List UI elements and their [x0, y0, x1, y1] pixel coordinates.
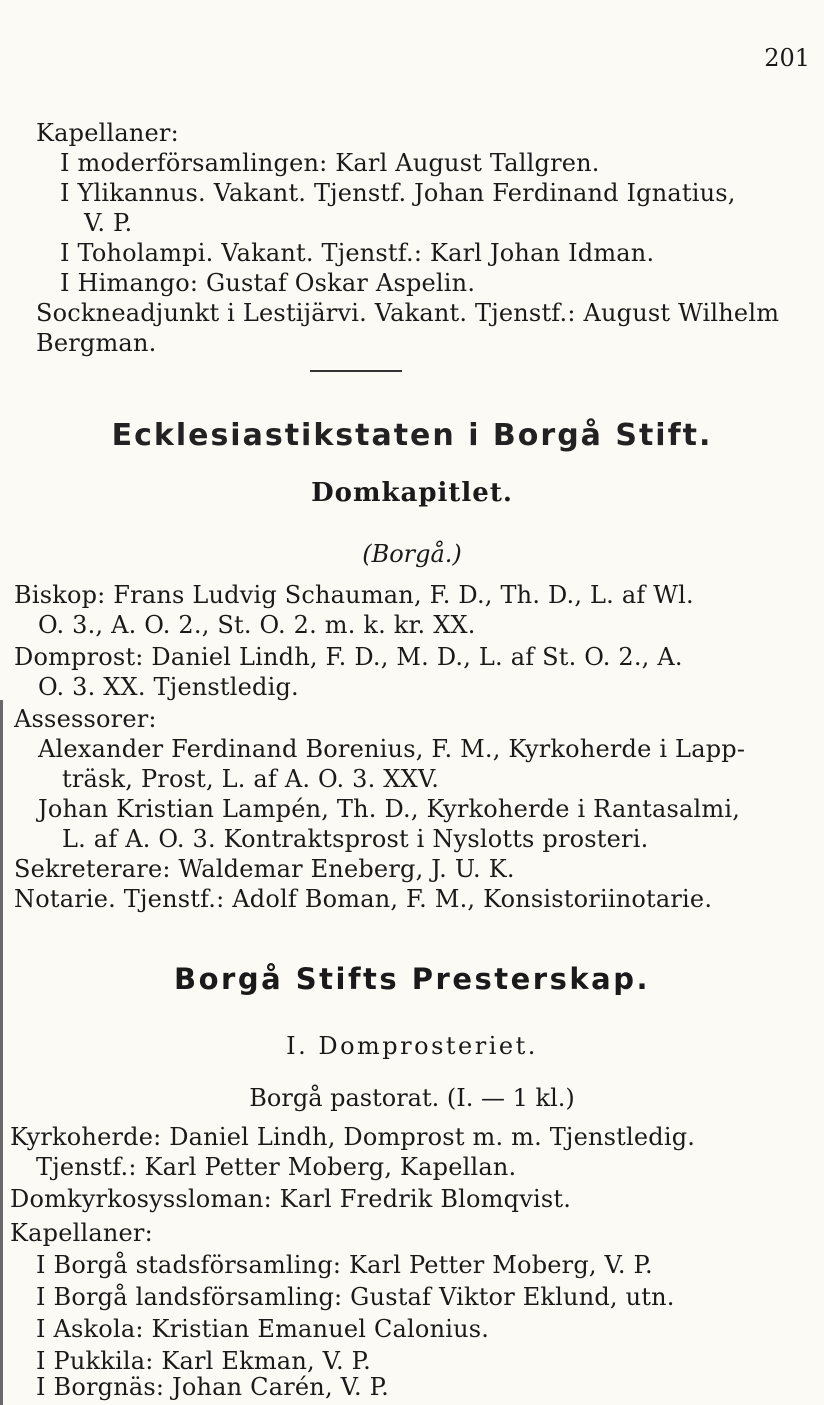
text-line: Domprost: Daniel Lindh, F. D., M. D., L. af St. O. 2., A. — [14, 643, 683, 671]
text-line: Johan Kristian Lampén, Th. D., Kyrkoherde i Rantasalmi, — [38, 795, 741, 823]
page-number: 201 — [764, 44, 810, 72]
main-heading: Ecklesiastikstaten i Borgå Stift. — [111, 418, 713, 453]
text-line: I Pukkila: Karl Ekman, V. P. — [36, 1347, 371, 1375]
text-line: I Borgå stadsförsamling: Karl Petter Moberg, V. P. — [36, 1251, 653, 1279]
domkapitlet-subheading: (Borgå.) — [362, 540, 462, 568]
text-line: Sockneadjunkt i Lestijärvi. Vakant. Tjenstf.: August Wilhelm — [36, 299, 780, 327]
text-line: O. 3. XX. Tjenstledig. — [38, 673, 299, 701]
presterskap-heading: Borgå Stifts Presterskap. — [174, 962, 650, 996]
text-line: Biskop: Frans Ludvig Schauman, F. D., Th. D., L. af Wl. — [14, 581, 694, 609]
text-line: I Ylikannus. Vakant. Tjenstf. Johan Ferdinand Ignatius, — [60, 179, 736, 207]
text-line: Notarie. Tjenstf.: Adolf Boman, F. M., Konsistoriinotarie. — [14, 885, 713, 913]
text-line: I moderförsamlingen: Karl August Tallgren. — [60, 149, 600, 177]
pastorat-heading: Borgå pastorat. (I. — 1 kl.) — [249, 1084, 575, 1112]
text-line: I Borgnäs: Johan Carén, V. P. — [36, 1373, 389, 1401]
text-line: Tjenstf.: Karl Petter Moberg, Kapellan. — [36, 1153, 517, 1181]
text-line: Domkyrkosyssloman: Karl Fredrik Blomqvist. — [10, 1185, 572, 1213]
text-line: Sekreterare: Waldemar Eneberg, J. U. K. — [14, 855, 515, 883]
text-line: V. P. — [84, 209, 133, 237]
divider-rule — [310, 370, 402, 372]
text-line: Kapellaner: — [36, 119, 179, 147]
text-line: I Toholampi. Vakant. Tjenstf.: Karl Johan Idman. — [60, 239, 655, 267]
text-line: O. 3., A. O. 2., St. O. 2. m. k. kr. XX. — [38, 611, 476, 639]
text-line: I Himango: Gustaf Oskar Aspelin. — [60, 269, 476, 297]
text-line: Assessorer: — [14, 705, 157, 733]
domkapitlet-heading: Domkapitlet. — [311, 478, 513, 508]
presterskap-subheading: I. Domprosteriet. — [286, 1032, 538, 1060]
page-edge-shadow — [0, 700, 3, 1405]
text-line: Kyrkoherde: Daniel Lindh, Domprost m. m. Tjenstledig. — [10, 1123, 696, 1151]
text-line: Kapellaner: — [10, 1219, 153, 1247]
text-line: I Borgå landsförsamling: Gustaf Viktor Eklund, utn. — [36, 1283, 675, 1311]
text-line: I Askola: Kristian Emanuel Calonius. — [36, 1315, 490, 1343]
text-line: Alexander Ferdinand Borenius, F. M., Kyrkoherde i Lapp- — [38, 735, 746, 763]
text-line: L. af A. O. 3. Kontraktsprost i Nyslotts prosteri. — [62, 825, 649, 853]
text-line: träsk, Prost, L. af A. O. 3. XXV. — [62, 765, 440, 793]
text-line: Bergman. — [36, 329, 157, 357]
